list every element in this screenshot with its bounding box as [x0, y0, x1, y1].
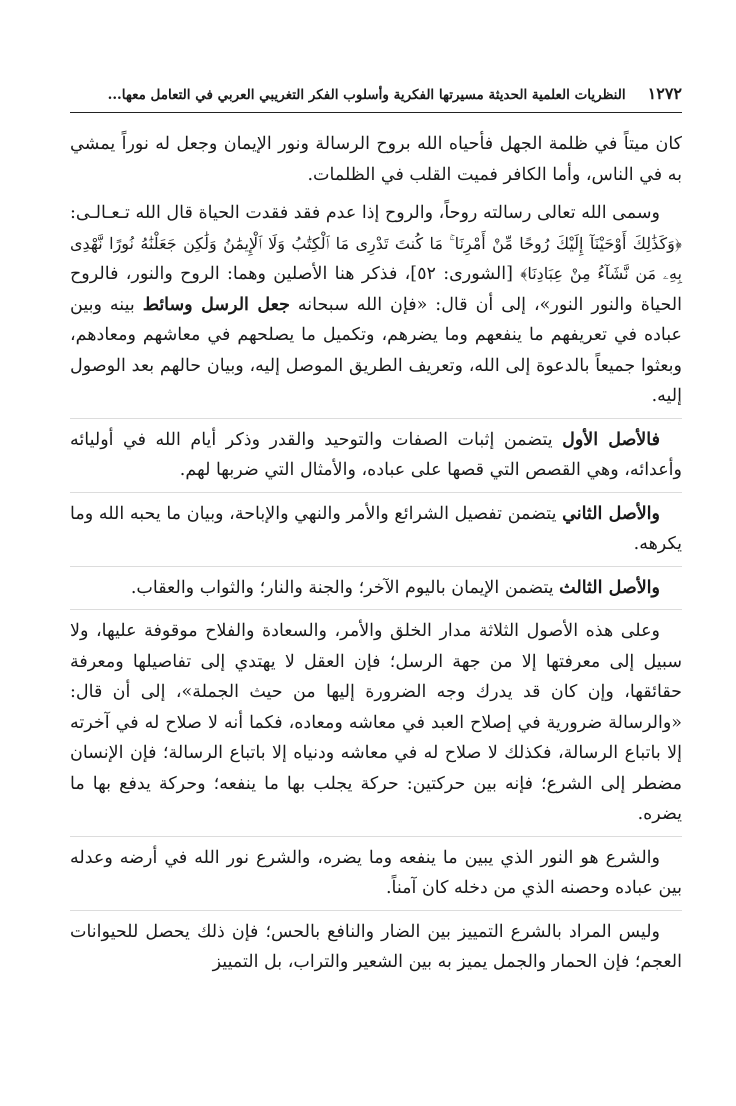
paragraph-6 — [70, 609, 682, 830]
book-page — [70, 84, 682, 978]
paragraph-7 — [70, 836, 682, 904]
paragraph-5-text: يتضمن الإيمان باليوم الآخر؛ والجنة والنار؛ والثواب والعقاب. — [130, 577, 560, 598]
running-title: النظريات العلمية الحديثة مسيرتها الفكرية وأسلوب الفكر التغريبي العربي في التعامل معها... — [107, 87, 626, 103]
paragraph-7-text: والشرع هو النور الذي يبين ما ينفعه وما يضره، والشرع نور الله في أرضه وعدله بين عباده وحصنه الذي من دخله كان آمناً. — [70, 847, 682, 898]
paragraph-2 — [70, 198, 682, 412]
paragraph-1 — [70, 129, 682, 190]
paragraph-2-continuation: [الشورى: ٥٢]، فذكر هنا الأصلين وهما: الروح والنور، فالروح الحياة والنور النور»، إلى أن قال: «فإن الله سبحانه — [70, 264, 682, 315]
first-principle-label: فالأصل الأول — [562, 429, 660, 450]
paragraph-5 — [70, 566, 682, 604]
paragraph-2-bold-phrase: جعل الرسل وسائط — [142, 294, 290, 315]
second-principle-label: والأصل الثاني — [562, 503, 660, 524]
paragraph-2-intro: وسمى الله تعالى رسالته روحاً، والروح إذا عدم فقد فقدت الحياة قال الله تـعـالـى: — [70, 203, 660, 223]
paragraph-6-text: وعلى هذه الأصول الثلاثة مدار الخلق والأمر، والسعادة والفلاح موقوفة عليها، ولا سبيل إلى معرفتها إلا من جهة الرسل؛ فإن العقل لا يهتدي إلى تفاصيلها ومعرفة حقائقها، وإن كان قد يدرك وجه الضرورة إليها من حيث الجملة»، إلى أن قال: «والرسالة ضرورية في إصلاح العبد في معاشه ومعاده، فكما أنه لا صلاح له في آخرته إلا باتباع الرسالة، فكذلك لا صلاح له في معاشه ودنياه إلا باتباع الرسالة؛ فإن الإنسان مضطر إلى الشرع؛ فإنه بين حركتين: حركة يجلب بها ما ينفعه؛ وحركة يدفع بها ما يضره. — [70, 621, 682, 824]
header-rule — [70, 112, 682, 113]
third-principle-label: والأصل الثالث — [559, 577, 660, 598]
paragraph-3-text: يتضمن إثبات الصفات والتوحيد والقدر وذكر أيام الله في أوليائه وأعدائه، وهي القصص التي قصها على عباده، والأمثال التي ضربها لهم. — [70, 429, 682, 480]
paragraph-8 — [70, 910, 682, 978]
quran-verse: ﴿وَكَذَٰلِكَ أَوْحَيْنَآ إِلَيْكَ رُوحًا مِّنْ أَمْرِنَا ۚ مَا كُنتَ تَدْرِى مَا ٱلْكِتَٰبُ وَلَا ٱلْإِيمَٰنُ وَلَٰكِن جَعَلْنَٰهُ نُورًا نَّهْدِى بِهِۦ مَن نَّشَآءُ مِنْ عِبَادِنَا﴾ — [70, 233, 683, 283]
paragraph-4-text: يتضمن تفصيل الشرائع والأمر والنهي والإباحة، وبيان ما يحبه الله وما يكرهه. — [70, 503, 682, 554]
paragraph-4 — [70, 492, 682, 560]
paragraph-1-text: كان ميتاً في ظلمة الجهل فأحياه الله بروح الرسالة ونور الإيمان وجعل له نوراً يمشي به في الناس، وأما الكافر فميت القلب في الظلمات. — [70, 134, 682, 185]
paragraph-8-text: وليس المراد بالشرع التمييز بين الضار والنافع بالحس؛ فإن ذلك يحصل للحيوانات العجم؛ فإن الحمار والجمل يميز به بين الشعير والتراب، بل التمييز — [70, 921, 682, 972]
running-header — [70, 84, 682, 110]
page-number: ١٢٧٢ — [647, 84, 682, 103]
paragraph-2-end: بينه وبين عباده في تعريفهم ما ينفعهم وما يضرهم، وتكميل ما يصلحهم في معاشهم ومعادهم، وبعثوا جميعاً بالدعوة إلى الله، وتعريف الطريق الموصل إليه، وبيان حالهم بعد الوصول إليه. — [70, 294, 682, 406]
paragraph-3 — [70, 418, 682, 486]
